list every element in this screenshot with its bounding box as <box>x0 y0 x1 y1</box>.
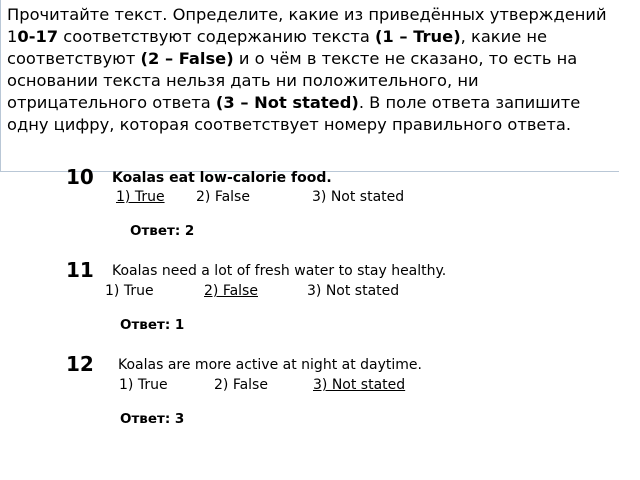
question-number: 12 <box>66 352 94 376</box>
option-2[interactable]: 2) False <box>196 189 250 205</box>
question-statement: Koalas eat low-calorie food. <box>112 170 332 186</box>
instruction-part: Прочитайте текст. Определите, какие из приведённых утверждений 1 <box>7 5 607 46</box>
answer-label: Ответ: 3 <box>120 411 185 427</box>
question-number: 10 <box>66 165 94 189</box>
instruction-part: и о чём в тексте не сказано, то есть на основании текста нельзя дать ни положительного, ни отрицательного ответа <box>7 49 578 112</box>
question-number: 11 <box>66 258 94 282</box>
question-statement: Koalas need a lot of fresh water to stay healthy. <box>112 263 447 279</box>
instruction-part: , какие не соответствуют <box>7 27 548 68</box>
option-1[interactable]: 1) True <box>116 189 165 205</box>
option-2[interactable]: 2) False <box>214 377 268 393</box>
instruction-box <box>0 0 619 172</box>
option-3[interactable]: 3) Not stated <box>313 377 406 393</box>
instruction-text <box>7 4 607 136</box>
option-1[interactable]: 1) True <box>119 377 168 393</box>
option-1[interactable]: 1) True <box>105 283 154 299</box>
instruction-range: 0-17 <box>17 27 59 46</box>
instruction-part: соответствуют содержанию текста <box>58 27 375 46</box>
option-true-legend: (1 – True) <box>374 27 461 46</box>
option-not-stated-legend: (3 – Not stated) <box>215 93 359 112</box>
answer-label: Ответ: 1 <box>120 317 185 333</box>
instruction-part: . В поле ответа запишите одну цифру, которая соответствует номеру правильного ответа. <box>7 93 581 134</box>
question-statement: Koalas are more active at night at daytime. <box>118 357 422 373</box>
option-false-legend: (2 – False) <box>140 49 234 68</box>
option-2[interactable]: 2) False <box>204 283 258 299</box>
option-3[interactable]: 3) Not stated <box>307 283 400 299</box>
option-3[interactable]: 3) Not stated <box>312 189 405 205</box>
answer-label: Ответ: 2 <box>130 223 195 239</box>
